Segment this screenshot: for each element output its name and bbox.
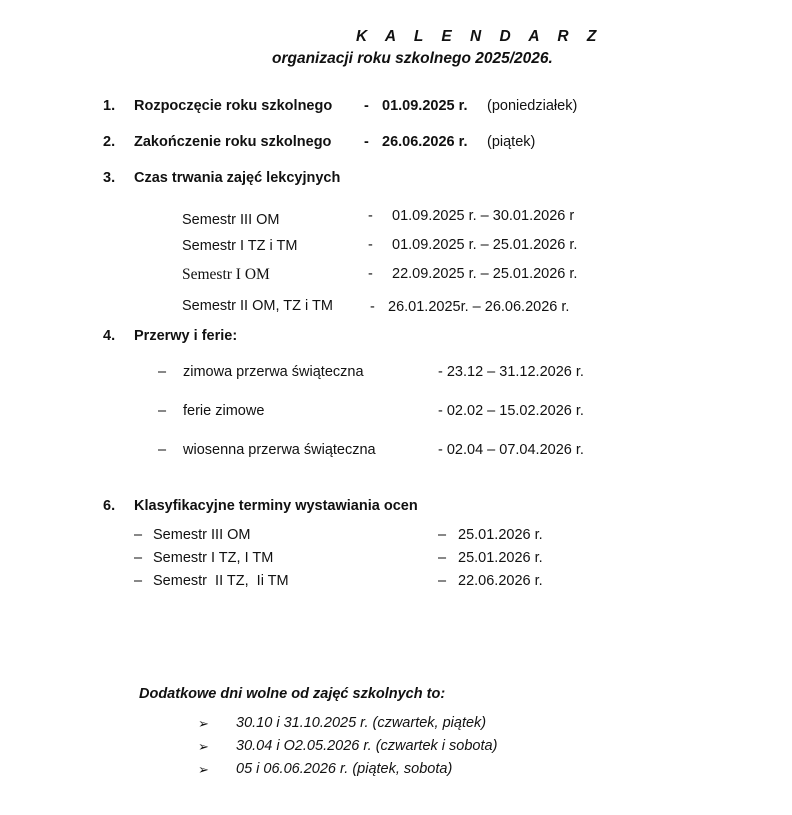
semester-name: Semestr I TZ, I TM — [153, 550, 274, 566]
dash-bullet: – — [134, 573, 143, 589]
arrow-bullet-icon: ➢ — [198, 716, 209, 731]
date-range: 01.09.2025 r. – 30.01.2026 r — [392, 208, 575, 224]
extra-heading: Dodatkowe dni wolne od zajęć szkolnych to: — [139, 686, 446, 702]
separator: - — [364, 98, 369, 114]
dash-bullet: – — [158, 403, 167, 419]
date-range: 01.09.2025 r. – 25.01.2026 r. — [392, 237, 578, 253]
dash-bullet: – — [158, 442, 167, 458]
section-number: 1. — [103, 98, 116, 114]
separator: - — [368, 237, 373, 253]
semester-name: Semestr III OM — [182, 212, 280, 228]
document-title: K A L E N D A R Z — [356, 28, 604, 45]
break-name: wiosenna przerwa świąteczna — [183, 442, 376, 458]
separator: - — [368, 266, 373, 282]
start-date: 01.09.2025 r. — [382, 98, 468, 114]
section-label: Zakończenie roku szkolnego — [134, 134, 332, 150]
weekday: (poniedziałek) — [487, 98, 578, 114]
section-label: Przerwy i ferie: — [134, 328, 238, 344]
date-range: 22.09.2025 r. – 25.01.2026 r. — [392, 266, 578, 282]
end-date: 26.06.2026 r. — [382, 134, 468, 150]
section-number: 6. — [103, 498, 116, 514]
day-off-item: 05 i 06.06.2026 r. (piątek, sobota) — [236, 761, 453, 777]
semester-name: Semestr I OM — [182, 266, 270, 283]
date-range: - 02.04 – 07.04.2026 r. — [438, 442, 584, 458]
section-number: 2. — [103, 134, 116, 150]
break-name: zimowa przerwa świąteczna — [183, 364, 364, 380]
deadline-date: 25.01.2026 r. — [458, 527, 543, 543]
date-range: - 02.02 – 15.02.2026 r. — [438, 403, 584, 419]
section-label: Klasyfikacyjne terminy wystawiania ocen — [134, 498, 418, 514]
separator: - — [368, 208, 373, 224]
date-range: 26.01.2025r. – 26.06.2026 r. — [388, 299, 570, 315]
section-label: Czas trwania zajęć lekcyjnych — [134, 170, 341, 186]
dash-bullet: – — [134, 527, 143, 543]
separator: - — [364, 134, 369, 150]
separator: - — [370, 299, 375, 315]
section-number: 4. — [103, 328, 116, 344]
document-subtitle: organizacji roku szkolnego 2025/2026. — [272, 50, 553, 67]
break-name: ferie zimowe — [183, 403, 265, 419]
weekday: (piątek) — [487, 134, 536, 150]
day-off-item: 30.10 i 31.10.2025 r. (czwartek, piątek) — [236, 715, 487, 731]
separator: – — [438, 527, 447, 543]
section-number: 3. — [103, 170, 116, 186]
separator: – — [438, 573, 447, 589]
semester-name: Semestr III OM — [153, 527, 251, 543]
dash-bullet: – — [134, 550, 143, 566]
arrow-bullet-icon: ➢ — [198, 762, 209, 777]
day-off-item: 30.04 i O2.05.2026 r. (czwartek i sobota) — [236, 738, 498, 754]
date-range: - 23.12 – 31.12.2026 r. — [438, 364, 584, 380]
semester-name: Semestr II TZ, Ii TM — [153, 573, 289, 589]
section-label: Rozpoczęcie roku szkolnego — [134, 98, 333, 114]
deadline-date: 22.06.2026 r. — [458, 573, 543, 589]
semester-name: Semestr I TZ i TM — [182, 238, 298, 254]
deadline-date: 25.01.2026 r. — [458, 550, 543, 566]
dash-bullet: – — [158, 364, 167, 380]
arrow-bullet-icon: ➢ — [198, 739, 209, 754]
semester-name: Semestr II OM, TZ i TM — [182, 298, 333, 314]
separator: – — [438, 550, 447, 566]
